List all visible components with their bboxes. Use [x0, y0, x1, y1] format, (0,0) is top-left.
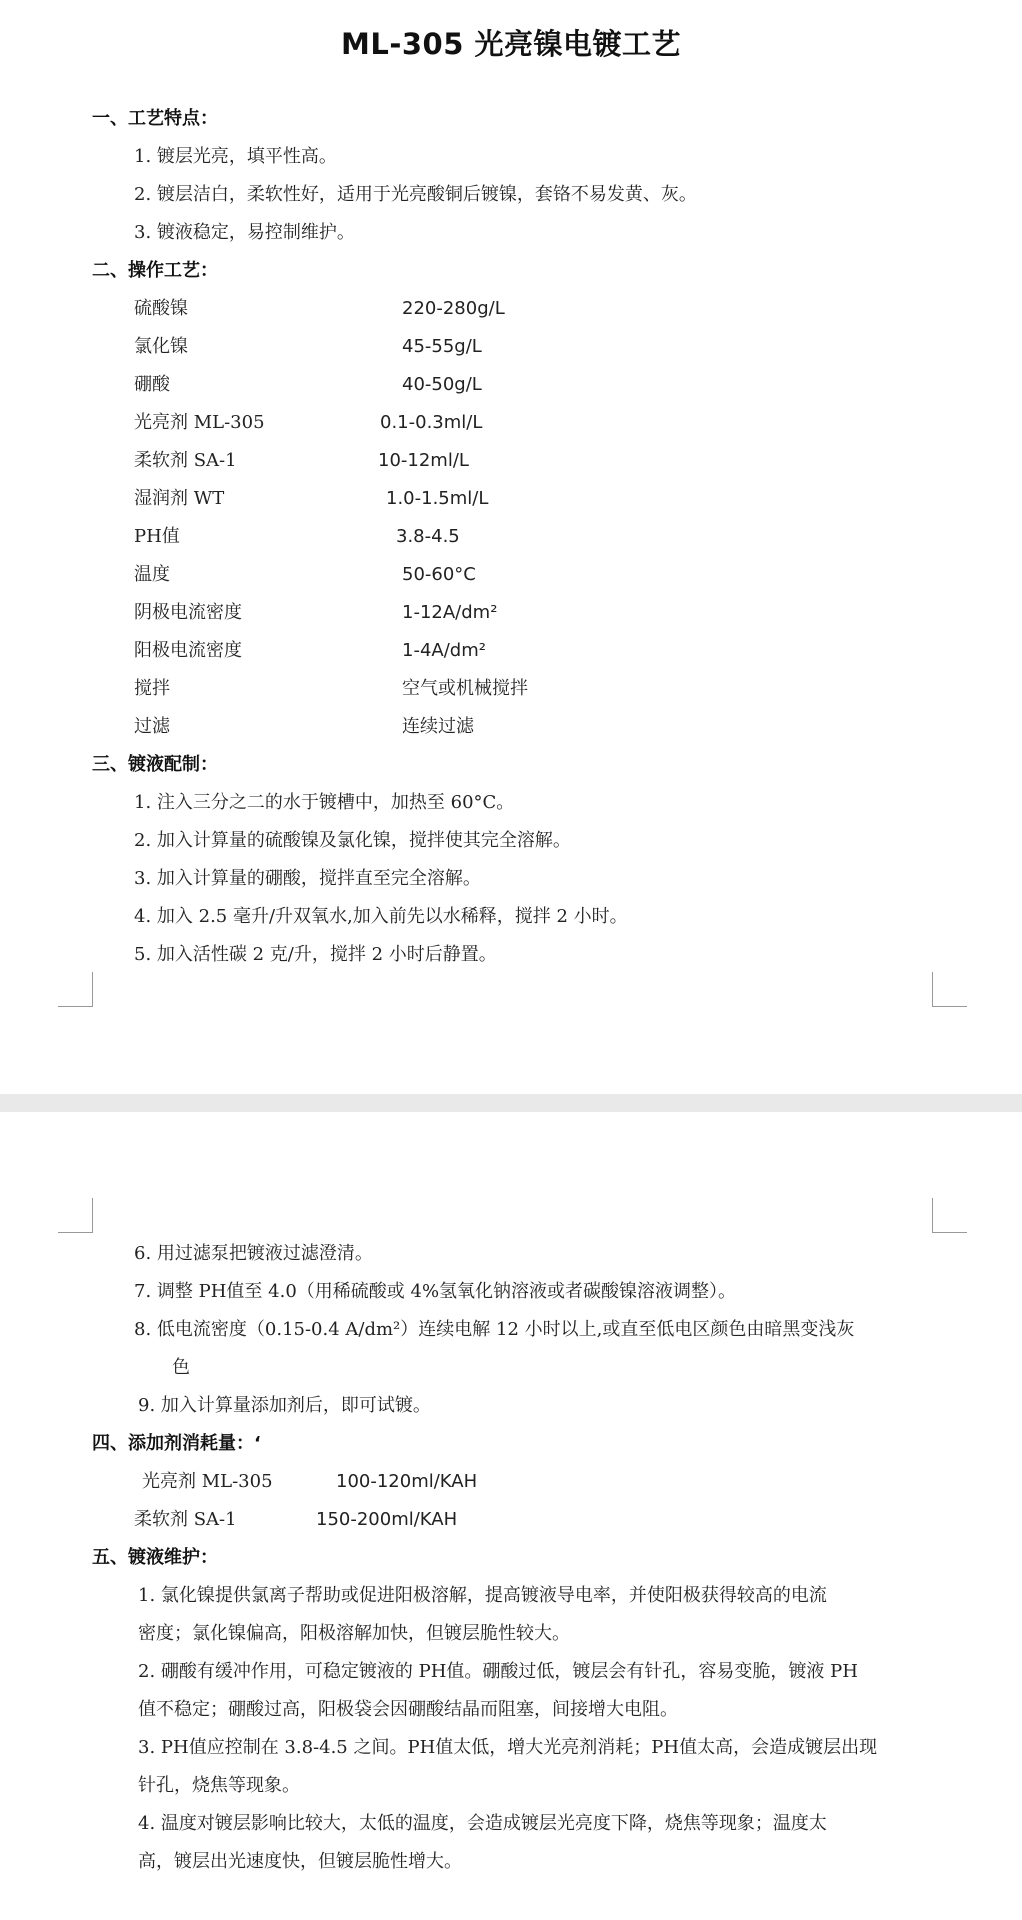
section-4-heading: 四、添加剂消耗量：‘	[92, 1433, 261, 1454]
s5-line: 值不稳定；硼酸过高，阳极袋会因硼酸结晶而阻塞，间接增大电阻。	[138, 1699, 678, 1720]
s2-param-value: 空气或机械搅拌	[402, 678, 528, 699]
s5-line: 4. 温度对镀层影响比较大，太低的温度，会造成镀层光亮度下降，烧焦等现象；温度太	[138, 1813, 827, 1834]
s2-param-name: 硼酸	[134, 374, 170, 395]
margin-corner-mark	[58, 1198, 93, 1233]
s3-item-3: 3. 加入计算量的硼酸，搅拌直至完全溶解。	[134, 868, 481, 889]
s3-item-1: 1. 注入三分之二的水于镀槽中，加热至 60°C。	[134, 792, 515, 813]
s2-param-name: 光亮剂 ML-305	[134, 412, 265, 433]
document-page-2	[0, 1112, 1022, 1920]
s5-line: 密度；氯化镍偏高，阳极溶解加快，但镀层脆性较大。	[138, 1623, 570, 1644]
s4-additive-name: 柔软剂 SA-1	[134, 1509, 237, 1530]
s2-param-value: 1-4A/dm²	[402, 640, 486, 661]
s2-param-name: 阳极电流密度	[134, 640, 242, 661]
s5-line: 2. 硼酸有缓冲作用，可稳定镀液的 PH值。硼酸过低，镀层会有针孔，容易变脆，镀液 PH	[138, 1661, 858, 1682]
section-1-heading: 一、工艺特点：	[92, 108, 218, 129]
s1-item-2: 2. 镀层洁白，柔软性好，适用于光亮酸铜后镀镍，套铬不易发黄、灰。	[134, 184, 697, 205]
section-2-heading: 二、操作工艺：	[92, 260, 218, 281]
s2-param-name: 柔软剂 SA-1	[134, 450, 237, 471]
s3-item-9: 9. 加入计算量添加剂后，即可试镀。	[138, 1395, 431, 1416]
s2-param-value: 220-280g/L	[402, 298, 505, 319]
margin-corner-mark	[932, 972, 967, 1007]
s2-param-name: 温度	[134, 564, 170, 585]
page-break-gap	[0, 1094, 1022, 1112]
s3-item-4: 4. 加入 2.5 毫升/升双氧水,加入前先以水稀释，搅拌 2 小时。	[134, 906, 628, 927]
s5-line: 高，镀层出光速度快，但镀层脆性增大。	[138, 1851, 462, 1872]
s2-param-value: 0.1-0.3ml/L	[380, 412, 483, 433]
s2-param-name: PH值	[134, 526, 180, 547]
section-3-heading: 三、镀液配制：	[92, 754, 218, 775]
s3-item-8-cont: 色	[172, 1357, 190, 1378]
document-title: ML-305 光亮镍电镀工艺	[340, 27, 681, 61]
s2-param-name: 湿润剂 WT	[134, 488, 225, 509]
s4-additive-name: 光亮剂 ML-305	[142, 1471, 273, 1492]
s5-line: 针孔，烧焦等现象。	[138, 1775, 300, 1796]
s2-param-value: 1.0-1.5ml/L	[386, 488, 489, 509]
s2-param-name: 阴极电流密度	[134, 602, 242, 623]
s2-param-name: 氯化镍	[134, 336, 188, 357]
s2-param-value: 50-60°C	[402, 564, 476, 585]
s3-item-7: 7. 调整 PH值至 4.0（用稀硫酸或 4%氢氧化钠溶液或者碳酸镍溶液调整）。	[134, 1281, 737, 1302]
s2-param-value: 连续过滤	[402, 716, 474, 737]
section-5-heading: 五、镀液维护：	[92, 1547, 218, 1568]
s5-line: 1. 氯化镍提供氯离子帮助或促进阳极溶解，提高镀液导电率，并使阳极获得较高的电流	[138, 1585, 827, 1606]
s3-item-8: 8. 低电流密度（0.15-0.4 A/dm²）连续电解 12 小时以上,或直至低电区颜色由暗黑变浅灰	[134, 1319, 855, 1340]
margin-corner-mark	[58, 972, 93, 1007]
s4-additive-value: 100-120ml/KAH	[336, 1471, 478, 1492]
s2-param-name: 搅拌	[134, 678, 170, 699]
s2-param-value: 1-12A/dm²	[402, 602, 498, 623]
s1-item-1: 1. 镀层光亮，填平性高。	[134, 146, 337, 167]
margin-corner-mark	[932, 1198, 967, 1233]
s3-item-2: 2. 加入计算量的硫酸镍及氯化镍，搅拌使其完全溶解。	[134, 830, 571, 851]
s3-item-5: 5. 加入活性碳 2 克/升，搅拌 2 小时后静置。	[134, 944, 497, 965]
s2-param-value: 45-55g/L	[402, 336, 482, 357]
s4-additive-value: 150-200ml/KAH	[316, 1509, 458, 1530]
s2-param-value: 10-12ml/L	[378, 450, 469, 471]
s2-param-name: 过滤	[134, 716, 170, 737]
s2-param-name: 硫酸镍	[134, 298, 188, 319]
s5-line: 3. PH值应控制在 3.8-4.5 之间。PH值太低，增大光亮剂消耗；PH值太高，会造成镀层出现	[138, 1737, 878, 1758]
s1-item-3: 3. 镀液稳定，易控制维护。	[134, 222, 355, 243]
s3-item-6: 6. 用过滤泵把镀液过滤澄清。	[134, 1243, 373, 1264]
s2-param-value: 40-50g/L	[402, 374, 482, 395]
s2-param-value: 3.8-4.5	[396, 526, 460, 547]
